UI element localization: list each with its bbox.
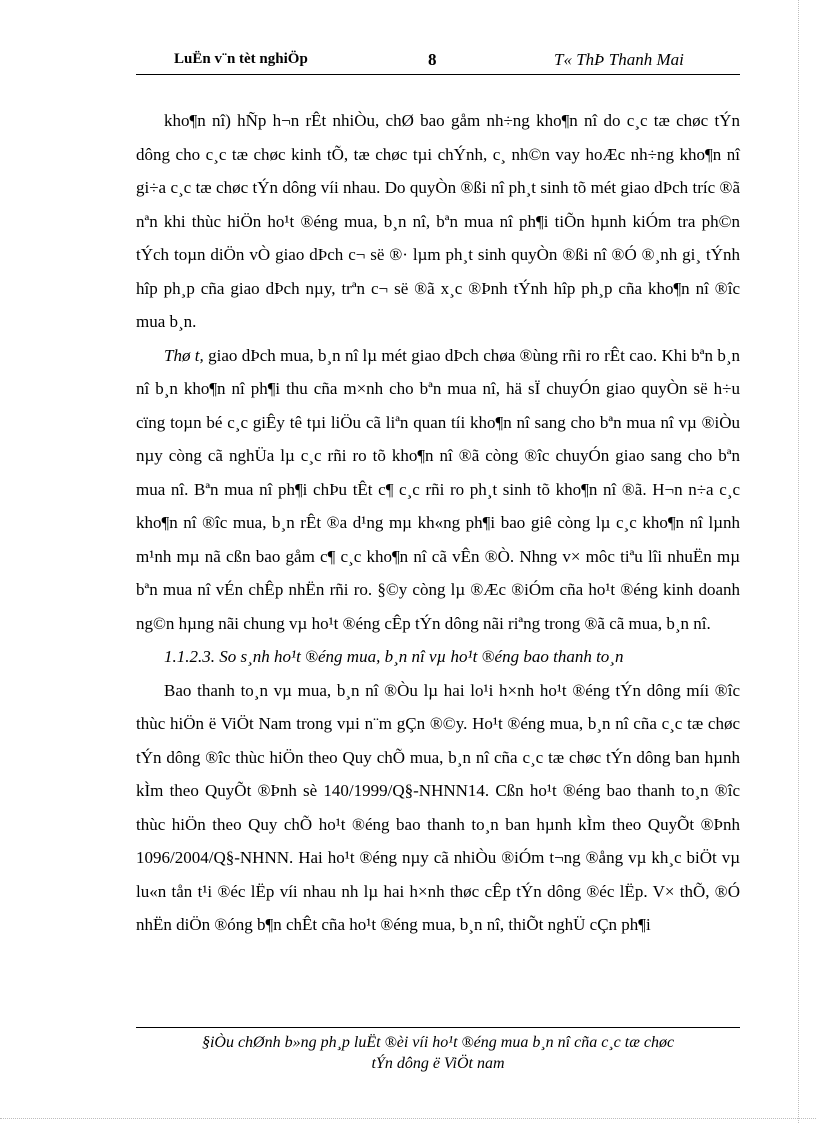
body-text — [136, 104, 740, 942]
header-thesis-label: LuËn v¨n tèt nghiÖp — [174, 51, 308, 67]
paragraph-2-text: giao dÞch mua, b¸n nî lµ mét giao dÞch chøa ®ùng rñi ro rÊt cao. Khi bªn b¸n nî b¸n kho¶n nî ph¶i thu cña m×nh cho bªn mua nî, hä sÏ chuyÓn giao quyÒn së h÷u cïng toµn bé c¸c giÊy tê tµi liÖu cã liªn quan tíi kho¶n nî sang cho bªn mua nî vµ ®iÒu nµy còng cã nghÜa lµ c¸c rñi ro tõ kho¶n nî ®ã còng ®îc chuyÓn giao sang cho bªn mua nî. Bªn mua nî ph¶i chÞu tÊt c¶ c¸c rñi ro ph¸t sinh tõ kho¶n nî ®ã. H¬n n÷a c¸c kho¶n nî ®îc mua, b¸n rÊt ®a d¹ng mµ kh«ng ph¶i bao giê còng lµ c¸c kho¶n nî lµnh m¹nh mµ nã cßn bao gåm c¶ c¸c kho¶n nî cã vÊn ®Ò. Nhng v× môc tiªu lîi nhuËn mµ bªn mua nî vÉn chÊp nhËn rñi ro. §©y còng lµ ®Æc ®iÓm cña ho¹t ®éng kinh doanh ng©n hµng nãi chung vµ ho¹t ®éng cÊp tÝn dông nãi riªng trong ®ã cã mua, b¸n nî. — [136, 345, 740, 633]
footer-line-2: tÝn dông ë ViÖt nam — [371, 1055, 505, 1072]
page-header — [136, 48, 740, 75]
paragraph-2 — [136, 339, 740, 641]
page-guide-vertical — [798, 0, 799, 1123]
paragraph-2-lead: Thø t, — [164, 345, 204, 365]
header-author: T« ThÞ Thanh Mai — [554, 50, 684, 69]
paragraph-1: kho¶n nî) hÑp h¬n rÊt nhiÒu, chØ bao gåm nh÷ng kho¶n nî do c¸c tæ chøc tÝn dông cho c¸c tæ chøc kinh tÕ, tæ chøc tµi chÝnh, c¸ nh©n vay hoÆc nh÷ng kho¶n nî gi÷a c¸c tæ chøc tÝn dông víi nhau. Do quyÒn ®ßi nî ph¸t sinh tõ mét giao dÞch tríc ®ã nªn khi thùc hiÖn ho¹t ®éng mua, b¸n nî, bªn mua nî ph¶i tiÕn hµnh kiÓm tra ph©n tÝch toµn diÖn vÒ giao dÞch c¬ së ®· lµm ph¸t sinh quyÒn ®ßi nî ®Ó ®¸nh gi¸ tÝnh hîp ph¸p cña giao dÞch nµy, trªn c¬ së ®ã x¸c ®Þnh tÝnh hîp ph¸p cña kho¶n nî ®îc mua b¸n. — [136, 111, 740, 331]
footer-divider — [136, 1027, 740, 1028]
section-heading: 1.1.2.3. So s¸nh ho¹t ®éng mua, b¸n nî vµ ho¹t ®éng bao thanh to¸n — [164, 647, 624, 666]
page-number: 8 — [428, 50, 437, 69]
page-footer — [136, 1032, 740, 1074]
page-guide-horizontal — [0, 1118, 816, 1119]
footer-line-1: §iÒu chØnh b»ng ph¸p luËt ®èi víi ho¹t ®éng mua b¸n nî cña c¸c tæ chøc — [201, 1034, 675, 1051]
paragraph-3: Bao thanh to¸n vµ mua, b¸n nî ®Òu lµ hai lo¹i h×nh ho¹t ®éng tÝn dông míi ®îc thùc hiÖn ë ViÖt Nam trong vµi n¨m gÇn ®©y. Ho¹t ®éng mua, b¸n nî cña c¸c tæ chøc tÝn dông ®îc thùc hiÖn theo Quy chÕ mua, b¸n nî cña c¸c tæ chøc tÝn dông ban hµnh kÌm theo QuyÕt ®Þnh sè 140/1999/Q§-NHNN14. Cßn ho¹t ®éng bao thanh to¸n ®îc thùc hiÖn theo Quy chÕ ho¹t ®éng bao thanh to¸n ban hµnh kÌm theo QuyÕt ®Þnh 1096/2004/Q§-NHNN. Hai ho¹t ®éng nµy cã nhiÒu ®iÓm t¬ng ®ång vµ kh¸c biÖt vµ lu«n tån t¹i ®éc lËp víi nhau nh lµ hai h×nh thøc cÊp tÝn dông ®éc lËp. V× thÕ, ®Ó nhËn diÖn ®óng b¶n chÊt cña ho¹t ®éng mua, b¸n nî, thiÕt nghÜ cÇn ph¶i — [136, 680, 740, 934]
